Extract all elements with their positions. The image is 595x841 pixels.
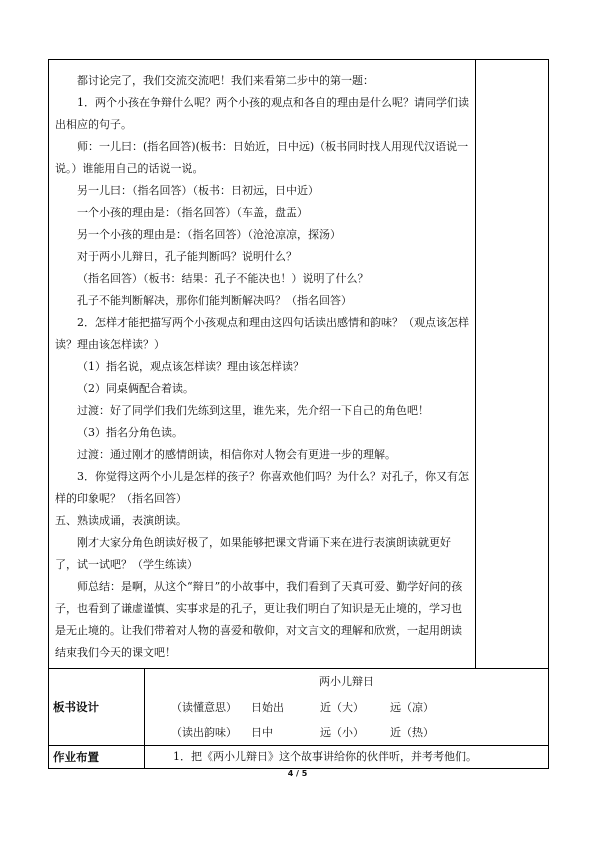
content-paragraph: 另一儿曰：（指名回答）（板书：日初远，日中近） [77, 184, 319, 197]
board-rows [145, 695, 548, 745]
content-paragraph: 2．怎样才能把描写两个小孩观点和理由这四句话读出感情和韵味？（观点该怎样读？理由该怎样读？） [55, 316, 469, 351]
board-label-text: 板书设计 [53, 700, 99, 714]
content-paragraph: 师总结：是啊，从这个“辩日”的小故事中，我们看到了天真可爱、勤学好问的孩子，也看到了谦虚谨慎、实事求是的孔子，更让我们明白了知识是无止境的，学习也是无止境的。让我们带着对人物的喜爱和敬仰，对文言文的理解和欣赏，一起用朗读结束我们今天的课文吧！ [55, 580, 463, 659]
content-paragraph: 3．你觉得这两个小儿是怎样的孩子？你喜欢他们吗？为什么？对孔子，你又有怎样的印象呢？（指名回答） [55, 470, 469, 505]
board-cell-text: （读出韵味） [171, 726, 237, 739]
board-cell-text: 近（热） [390, 726, 434, 739]
content-paragraph: （2）同桌俩配合着读。 [77, 382, 194, 395]
board-line [145, 720, 548, 745]
content-paragraph: 1．两个小孩在争辩什么呢？两个小孩的观点和各自的理由是什么呢？请同学们读出相应的句子。 [55, 96, 469, 131]
board-cell-text: （读懂意思） [171, 701, 237, 714]
content-paragraph: 过渡：通过刚才的感情朗读，相信你对人物会有更进一步的理解。 [77, 448, 396, 461]
content-paragraph: 一个小孩的理由是：（指名回答）（车盖，盘盂） [77, 206, 308, 219]
page-number: 4 / 5 [287, 769, 308, 778]
board-label [49, 669, 145, 746]
content-paragraph: 五、熟读成诵，表演朗读。 [55, 514, 187, 527]
content-paragraph: 都讨论完了，我们交流交流吧！我们来看第二步中的第一题： [77, 74, 374, 87]
board-cell-text: 远（凉） [390, 701, 434, 714]
content-paragraph: 刚才大家分角色朗读好极了，如果能够把课文背诵下来在进行表演朗读就更好了，试一试吧？（学生练读） [55, 536, 451, 571]
content-paragraph: 过渡：好了同学们我们先练到这里，谁先来，先介绍一下自己的角色吧！ [77, 404, 429, 417]
content-paragraph: 孔子不能判断解决，那你们能判断解决吗？（指名回答） [77, 294, 352, 307]
main-row [49, 60, 549, 669]
notes-column [476, 60, 549, 669]
content-paragraph: 另一个小孩的理由是：（指名回答）（沧沧凉凉，探汤） [77, 228, 341, 241]
board-cell-text: 日始出 [251, 701, 284, 714]
homework-label-text: 作业布置 [53, 750, 99, 764]
board-cell-text: 近（大） [320, 701, 364, 714]
homework-content [145, 746, 549, 769]
lesson-plan-table [48, 59, 549, 769]
main-content-cell [49, 60, 476, 669]
content-paragraph: （指名回答）（板书：结果：孔子不能决也！）说明了什么？ [77, 272, 369, 285]
board-title: 两小儿辩日 [319, 675, 374, 688]
board-cell-text: 日中 [251, 726, 273, 739]
content-paragraph: （3）指名分角色读。 [77, 426, 183, 439]
content-paragraph: （1）指名说，观点该怎样读？理由该怎样读？ [77, 360, 304, 373]
board-cell-text: 远（小） [320, 726, 364, 739]
board-content [145, 669, 549, 746]
homework-text: 1．把《两小儿辩日》这个故事讲给你的伙伴听，并考考他们。 [173, 750, 477, 763]
board-row [49, 669, 549, 746]
homework-row [49, 746, 549, 769]
homework-label [49, 746, 145, 769]
board-line [145, 695, 548, 720]
main-content [49, 60, 475, 668]
content-paragraph: 师：一儿曰：(指名回答)(板书：日始近，日中远)（板书同时找人用现代汉语说一说。）谁能用自己的话说一说。 [55, 140, 469, 175]
content-paragraph: 对于两小儿辩日，孔子能判断吗？说明什么？ [77, 250, 297, 263]
